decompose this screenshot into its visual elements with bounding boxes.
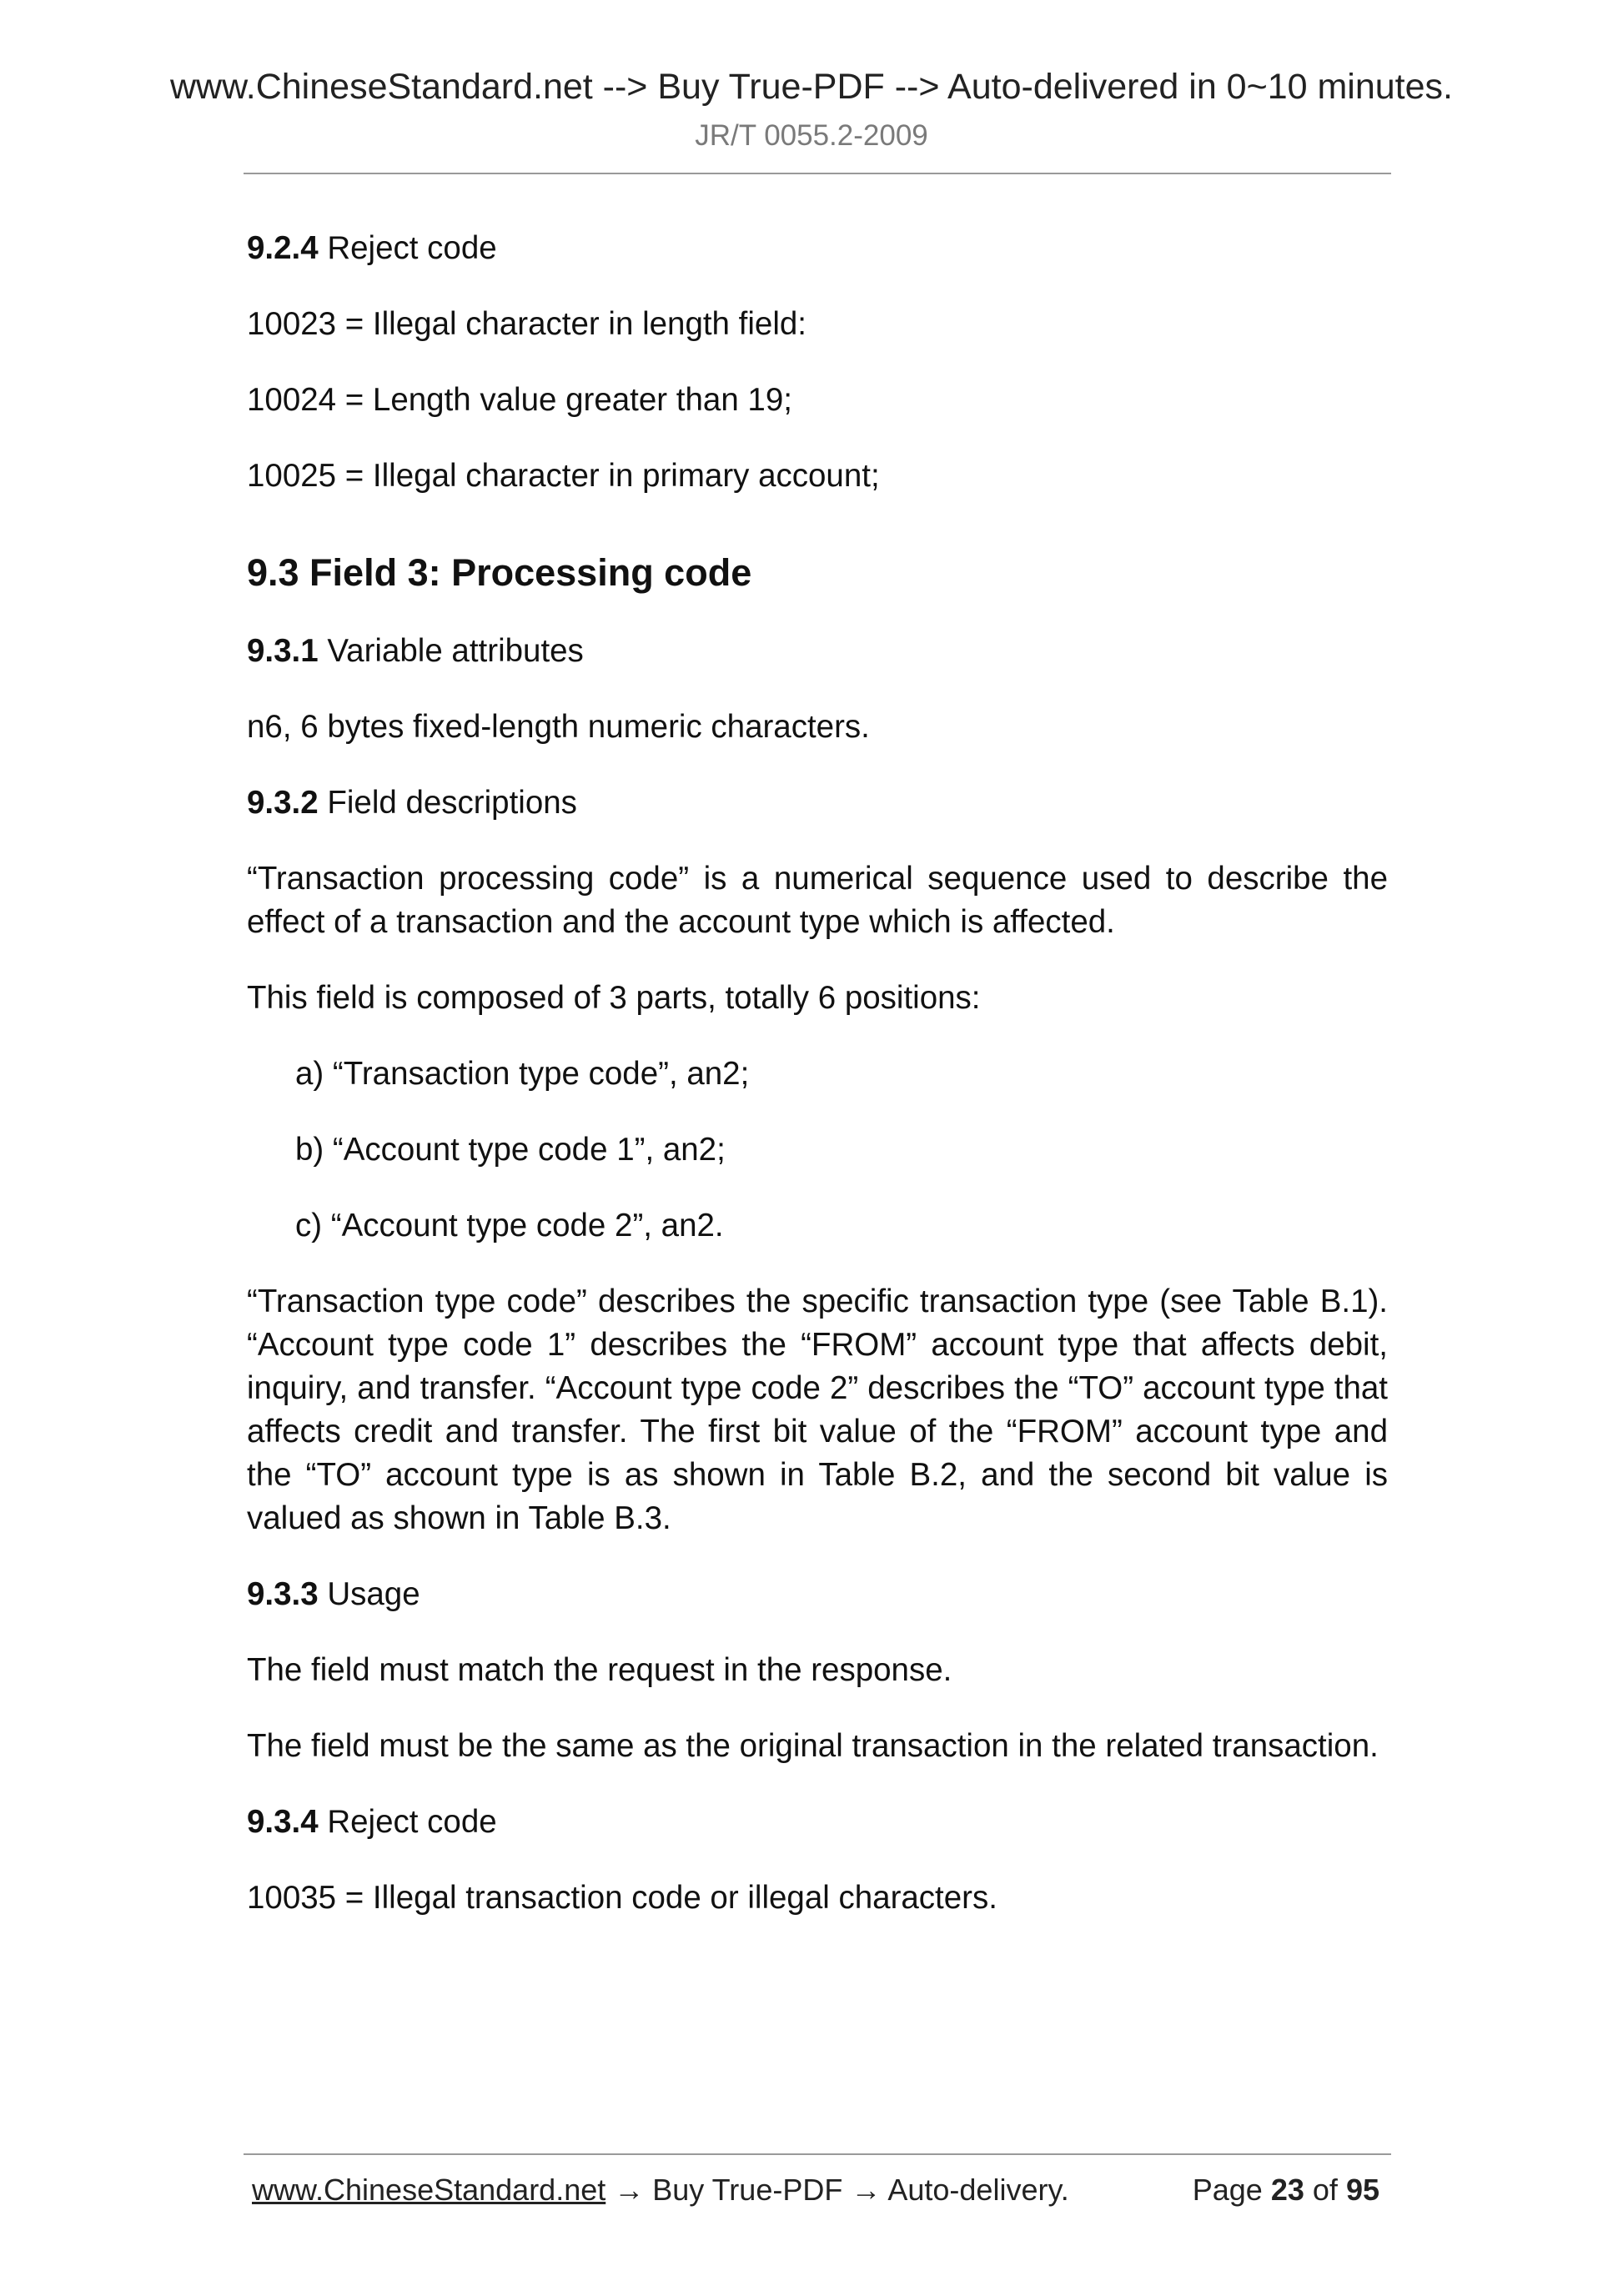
section-9-3-1-heading [247,630,1388,673]
footer-auto-text: Auto-delivery. [887,2173,1069,2207]
footer-arrow-icon: → [842,2173,888,2207]
reject-code-10023: 10023 = Illegal character in length field: [247,306,806,342]
description-paragraph-2: This field is composed of 3 parts, totally 6 positions: [247,980,981,1016]
attributes-text: n6, 6 bytes fixed-length numeric characters. [247,709,870,745]
current-page: 23 [1270,2173,1304,2207]
reject-code-10035: 10035 = Illegal transaction code or illegal characters. [247,1880,997,1916]
list-item-a: a) “Transaction type code”, an2; [295,1056,750,1092]
section-9-3-2-heading [247,781,1388,825]
section-title: Variable attributes [327,633,584,669]
section-number: 9.3.4 [247,1804,319,1840]
footer-links [252,2173,1069,2208]
section-number: 9.2.4 [247,230,319,266]
section-9-3-heading: 9.3 Field 3: Processing code [247,551,752,594]
footer-site-link[interactable]: www.ChineseStandard.net [252,2173,606,2207]
section-9-2-4-heading [247,227,1388,270]
description-paragraph-3: “Transaction type code” describes the specific transaction type (see Table B.1). “Account type code 1” describes the “FROM” account type that affects debit, inquiry, and transfer. “Account type code 2” describes the “TO” account type that affects credit and transfer. The first bit value of the “FROM” account type and the “TO” account type is as shown in Table B.2, and the second bit value is valued as shown in Table B.3. [247,1284,1388,1536]
list-item-c: c) “Account type code 2”, an2. [295,1208,724,1243]
usage-paragraph-1: The field must match the request in the response. [247,1652,952,1688]
section-9-3-4-heading [247,1801,1388,1844]
usage-paragraph-2: The field must be the same as the original transaction in the related transaction. [247,1728,1379,1764]
section-title: Usage [327,1576,420,1612]
section-title: Field descriptions [327,785,577,821]
page-number: Page 23 of 95 [1192,2173,1379,2207]
list-item-b: b) “Account type code 1”, an2; [295,1132,726,1168]
section-number: 9.3.1 [247,633,319,669]
header-site-line: www.ChineseStandard.net --> Buy True-PDF --> Auto-delivered in 0~10 minutes. [169,67,1453,107]
header-rule [244,173,1391,174]
header-doc-id: JR/T 0055.2-2009 [695,119,928,152]
section-number: 9.3.2 [247,785,319,821]
description-paragraph-1: “Transaction processing code” is a numerical sequence used to describe the effect of a transaction and the account type which is affected. [247,861,1388,940]
footer-arrow-icon: → [605,2173,653,2207]
document-body [247,227,1388,1952]
reject-code-10024: 10024 = Length value greater than 19; [247,382,792,418]
section-title: Reject code [327,1804,497,1840]
section-title: Reject code [327,230,497,266]
total-pages: 95 [1345,2173,1379,2207]
footer-rule [244,2153,1391,2155]
section-9-3-3-heading [247,1573,1388,1616]
reject-code-10025: 10025 = Illegal character in primary account; [247,458,880,494]
section-number: 9.3.3 [247,1576,319,1612]
footer-buy-text: Buy True-PDF [652,2173,843,2207]
